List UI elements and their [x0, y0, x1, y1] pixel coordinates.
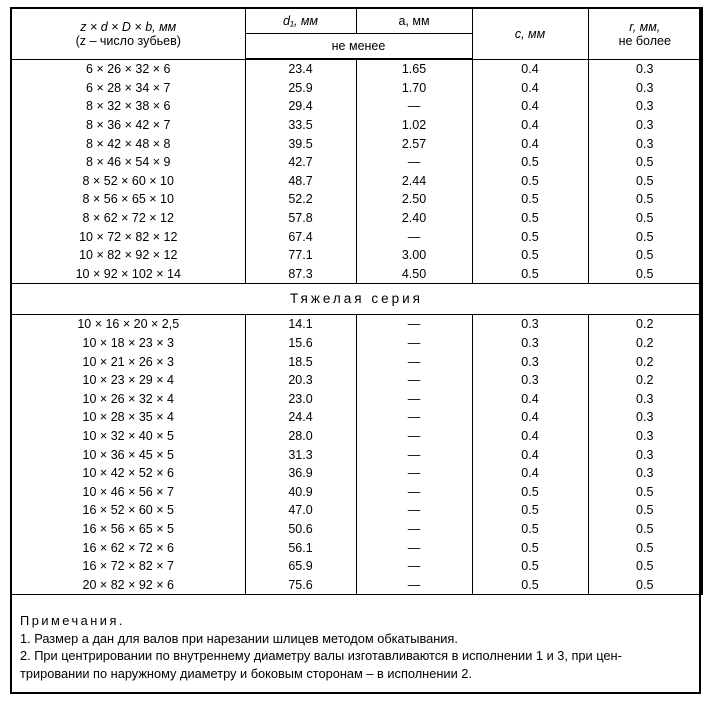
cell-c: 0.4	[472, 408, 588, 427]
cell-c: 0.5	[472, 265, 588, 284]
cell-a: 4.50	[356, 265, 472, 284]
cell-c: 0.5	[472, 246, 588, 265]
cell-dimensions: 16 × 52 × 60 × 5	[11, 501, 245, 520]
cell-dimensions: 10 × 36 × 45 × 5	[11, 445, 245, 464]
table-row	[11, 408, 702, 427]
cell-a: —	[356, 464, 472, 483]
cell-d1: 14.1	[245, 315, 356, 334]
cell-dimensions: 16 × 56 × 65 × 5	[11, 520, 245, 539]
cell-a: —	[356, 427, 472, 446]
cell-r: 0.2	[588, 315, 702, 334]
cell-r: 0.5	[588, 575, 702, 594]
cell-dimensions: 10 × 18 × 23 × 3	[11, 334, 245, 353]
cell-c: 0.3	[472, 315, 588, 334]
table-row	[11, 334, 702, 353]
cell-r: 0.3	[588, 390, 702, 409]
cell-r: 0.5	[588, 227, 702, 246]
cell-r: 0.5	[588, 538, 702, 557]
table-row	[11, 134, 702, 153]
cell-c: 0.4	[472, 134, 588, 153]
cell-c: 0.5	[472, 172, 588, 191]
cell-r: 0.5	[588, 153, 702, 172]
cell-d1: 31.3	[245, 445, 356, 464]
header-a: a, мм	[356, 8, 472, 34]
cell-c: 0.5	[472, 557, 588, 576]
cell-dimensions: 8 × 56 × 65 × 10	[11, 190, 245, 209]
cell-r: 0.3	[588, 97, 702, 116]
cell-dimensions: 6 × 26 × 32 × 6	[11, 59, 245, 79]
cell-d1: 47.0	[245, 501, 356, 520]
cell-c: 0.4	[472, 427, 588, 446]
cell-r: 0.3	[588, 427, 702, 446]
cell-dimensions: 10 × 21 × 26 × 3	[11, 352, 245, 371]
cell-d1: 75.6	[245, 575, 356, 594]
cell-d1: 15.6	[245, 334, 356, 353]
table-row	[11, 352, 702, 371]
cell-c: 0.3	[472, 371, 588, 390]
cell-d1: 20.3	[245, 371, 356, 390]
header-d1: d₁, мм	[245, 8, 356, 34]
cell-r: 0.5	[588, 557, 702, 576]
cell-d1: 65.9	[245, 557, 356, 576]
cell-a: 1.65	[356, 59, 472, 79]
table-row	[11, 116, 702, 135]
cell-a: —	[356, 575, 472, 594]
table-row	[11, 575, 702, 594]
series-divider	[11, 284, 702, 315]
table-row	[11, 153, 702, 172]
cell-dimensions: 8 × 46 × 54 × 9	[11, 153, 245, 172]
cell-a: —	[356, 445, 472, 464]
cell-dimensions: 10 × 42 × 52 × 6	[11, 464, 245, 483]
cell-a: —	[356, 227, 472, 246]
cell-c: 0.4	[472, 464, 588, 483]
notes-block	[20, 612, 690, 682]
cell-c: 0.4	[472, 79, 588, 98]
cell-dimensions: 8 × 32 × 38 × 6	[11, 97, 245, 116]
cell-r: 0.5	[588, 482, 702, 501]
table-row	[11, 97, 702, 116]
cell-r: 0.5	[588, 520, 702, 539]
cell-d1: 52.2	[245, 190, 356, 209]
note-2-continued: трировании по наружному диаметру и боковым сторонам – в исполнении 2.	[20, 665, 472, 681]
notes-title: Примечания.	[20, 613, 125, 628]
cell-d1: 24.4	[245, 408, 356, 427]
cell-r: 0.2	[588, 352, 702, 371]
cell-dimensions: 10 × 23 × 29 × 4	[11, 371, 245, 390]
cell-a: —	[356, 153, 472, 172]
table-row	[11, 501, 702, 520]
cell-c: 0.5	[472, 227, 588, 246]
cell-dimensions: 10 × 32 × 40 × 5	[11, 427, 245, 446]
cell-dimensions: 10 × 46 × 56 × 7	[11, 482, 245, 501]
table-row	[11, 315, 702, 334]
cell-a: —	[356, 352, 472, 371]
table-row	[11, 227, 702, 246]
cell-dimensions: 10 × 82 × 92 × 12	[11, 246, 245, 265]
cell-r: 0.5	[588, 209, 702, 228]
table-row	[11, 445, 702, 464]
cell-r: 0.5	[588, 172, 702, 191]
cell-c: 0.4	[472, 59, 588, 79]
cell-r: 0.5	[588, 190, 702, 209]
cell-c: 0.4	[472, 390, 588, 409]
cell-dimensions: 10 × 28 × 35 × 4	[11, 408, 245, 427]
cell-d1: 39.5	[245, 134, 356, 153]
cell-dimensions: 8 × 36 × 42 × 7	[11, 116, 245, 135]
cell-a: —	[356, 97, 472, 116]
heavy-series-label: Тяжелая серия	[11, 284, 702, 315]
cell-a: —	[356, 557, 472, 576]
table-row	[11, 371, 702, 390]
cell-d1: 57.8	[245, 209, 356, 228]
table-row	[11, 265, 702, 284]
cell-d1: 23.4	[245, 59, 356, 79]
cell-r: 0.5	[588, 246, 702, 265]
header-r	[588, 8, 702, 59]
cell-dimensions: 10 × 26 × 32 × 4	[11, 390, 245, 409]
table-row	[11, 209, 702, 228]
table-row	[11, 390, 702, 409]
cell-d1: 28.0	[245, 427, 356, 446]
table-row	[11, 464, 702, 483]
cell-a: —	[356, 334, 472, 353]
cell-r: 0.3	[588, 59, 702, 79]
cell-dimensions: 16 × 72 × 82 × 7	[11, 557, 245, 576]
cell-r: 0.2	[588, 334, 702, 353]
cell-a: —	[356, 408, 472, 427]
cell-dimensions: 10 × 72 × 82 × 12	[11, 227, 245, 246]
cell-d1: 67.4	[245, 227, 356, 246]
spline-dimensions-table	[10, 7, 703, 595]
cell-c: 0.4	[472, 97, 588, 116]
cell-a: 2.44	[356, 172, 472, 191]
table-row	[11, 538, 702, 557]
cell-c: 0.3	[472, 334, 588, 353]
cell-c: 0.5	[472, 575, 588, 594]
cell-d1: 18.5	[245, 352, 356, 371]
cell-d1: 77.1	[245, 246, 356, 265]
cell-a: 2.50	[356, 190, 472, 209]
cell-d1: 40.9	[245, 482, 356, 501]
header-dimensions-line2: (z – число зубьев)	[75, 33, 181, 48]
cell-a: 1.70	[356, 79, 472, 98]
header-dimensions	[11, 8, 245, 59]
cell-c: 0.5	[472, 501, 588, 520]
heavy-series-rows	[11, 315, 702, 595]
note-2: 2. При центрировании по внутреннему диаметру валы изготавливаются в исполнении 1 и 3, при цен-	[20, 648, 622, 663]
cell-r: 0.3	[588, 445, 702, 464]
table-row	[11, 246, 702, 265]
cell-dimensions: 16 × 62 × 72 × 6	[11, 538, 245, 557]
cell-dimensions: 8 × 42 × 48 × 8	[11, 134, 245, 153]
cell-a: —	[356, 315, 472, 334]
cell-c: 0.5	[472, 520, 588, 539]
cell-c: 0.5	[472, 482, 588, 501]
cell-d1: 33.5	[245, 116, 356, 135]
cell-dimensions: 20 × 82 × 92 × 6	[11, 575, 245, 594]
cell-r: 0.5	[588, 501, 702, 520]
cell-r: 0.3	[588, 464, 702, 483]
medium-series-rows	[11, 59, 702, 284]
cell-r: 0.3	[588, 134, 702, 153]
cell-a: 2.57	[356, 134, 472, 153]
cell-a: 1.02	[356, 116, 472, 135]
cell-r: 0.5	[588, 265, 702, 284]
cell-a: —	[356, 390, 472, 409]
cell-c: 0.5	[472, 153, 588, 172]
cell-a: 2.40	[356, 209, 472, 228]
table-row	[11, 79, 702, 98]
cell-r: 0.3	[588, 408, 702, 427]
cell-dimensions: 10 × 92 × 102 × 14	[11, 265, 245, 284]
header-dimensions-line1: z × d × D × b, мм	[80, 19, 177, 34]
cell-c: 0.5	[472, 190, 588, 209]
header-r-line2: не более	[618, 33, 671, 48]
cell-d1: 29.4	[245, 97, 356, 116]
cell-a: —	[356, 520, 472, 539]
cell-c: 0.5	[472, 209, 588, 228]
table-row	[11, 520, 702, 539]
cell-d1: 87.3	[245, 265, 356, 284]
cell-dimensions: 8 × 62 × 72 × 12	[11, 209, 245, 228]
cell-c: 0.3	[472, 352, 588, 371]
table-row	[11, 557, 702, 576]
cell-a: —	[356, 538, 472, 557]
cell-a: 3.00	[356, 246, 472, 265]
header-r-line1: r, мм,	[629, 19, 661, 34]
cell-r: 0.3	[588, 79, 702, 98]
cell-r: 0.2	[588, 371, 702, 390]
note-1: 1. Размер a дан для валов при нарезании шлицев методом обкатывания.	[20, 630, 458, 646]
cell-d1: 36.9	[245, 464, 356, 483]
cell-a: —	[356, 501, 472, 520]
table-row	[11, 427, 702, 446]
table-row	[11, 190, 702, 209]
cell-a: —	[356, 482, 472, 501]
cell-d1: 48.7	[245, 172, 356, 191]
table-row	[11, 59, 702, 79]
cell-d1: 56.1	[245, 538, 356, 557]
header-c: c, мм	[472, 8, 588, 59]
cell-c: 0.4	[472, 116, 588, 135]
cell-dimensions: 10 × 16 × 20 × 2,5	[11, 315, 245, 334]
cell-d1: 25.9	[245, 79, 356, 98]
cell-a: —	[356, 371, 472, 390]
cell-c: 0.4	[472, 445, 588, 464]
header-min-label: не менее	[245, 34, 472, 60]
cell-d1: 50.6	[245, 520, 356, 539]
table-row	[11, 482, 702, 501]
cell-d1: 42.7	[245, 153, 356, 172]
cell-dimensions: 6 × 28 × 34 × 7	[11, 79, 245, 98]
cell-r: 0.3	[588, 116, 702, 135]
cell-c: 0.5	[472, 538, 588, 557]
cell-dimensions: 8 × 52 × 60 × 10	[11, 172, 245, 191]
cell-d1: 23.0	[245, 390, 356, 409]
table-row	[11, 172, 702, 191]
